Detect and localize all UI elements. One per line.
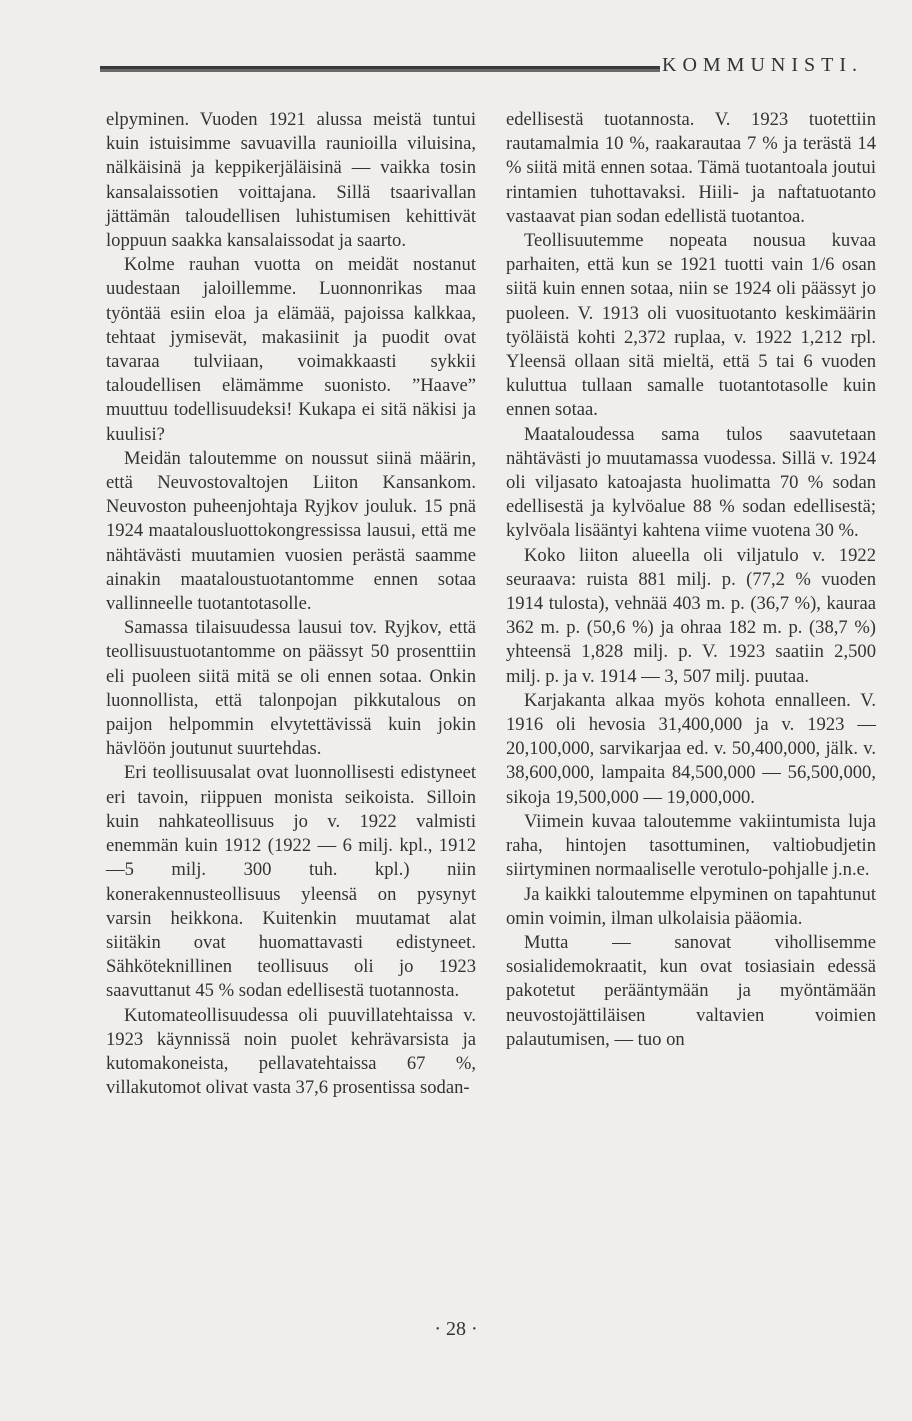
- paragraph: Teollisuutemme nopeata nousua kuvaa parhaiten, että kun se 1921 tuotti vain 1/6 osan siitä kuin ennen sotaa, niin se 1924 oli päässyt jo puoleen. V. 1913 oli vuosituotanto keskimäärin työläistä kohti 2,372 ruplaa, v. 1922 1,212 rpl. Yleensä ollaan sitä mieltä, että 5 tai 6 vuoden kuluttua tullaan samalle tuotantotasolle kuin ennen sotaa.: [506, 230, 876, 421]
- running-title: KOMMUNISTI.: [662, 54, 863, 76]
- paragraph: Mutta — sanovat vihollisemme sosialidemokraatit, kun ovat tosiasiain edessä pakotetut perääntymään ja myöntämään neuvostojättiläisen valtavien voimien palautumisen, — tuo on: [506, 931, 876, 1050]
- paragraph: Viimein kuvaa taloutemme vakiintumista luja raha, hintojen tasottuminen, valtiobudjetin siirtyminen normaaliselle verotulo-pohjalle j.n.e.: [506, 810, 876, 881]
- page-number: · 28 ·: [434, 1318, 478, 1340]
- header-rule: [100, 66, 660, 72]
- paragraph: Eri teollisuusalat ovat luonnollisesti edistyneet eri tavoin, riippuen monista seikoista. Silloin kuin nahkateollisuus jo v. 1922 valmisti enemmän kuin 1912 (1922 — 6 milj. kpl., 1912—5 milj. 300 tuh. kpl.) niin konerakennusteollisuus yleensä on pysynyt varsin heikkona. Kuitenkin muutamat alat siitäkin ovat huomattavasti edistyneet. Sähköteknillinen teollisuus oli jo 1923 saavuttanut 45 % sodan edellisestä tuotannosta.: [106, 762, 476, 1002]
- paragraph: Koko liiton alueella oli viljatulo v. 1922 seuraava: ruista 881 milj. p. (77,2 % vuoden 1914 tulosta), vehnää 403 m. p. (36,7 %), kauraa 362 m. p. (50,6 %) ja ohraa 182 m. p. (38,7 %) yhteensä 1,828 milj. p. V. 1923 saatiin 2,500 milj. p. ja v. 1914 — 3, 507 milj. puutaa.: [506, 544, 876, 687]
- paragraph: Karjakanta alkaa myös kohota ennalleen. V. 1916 oli hevosia 31,400,000 ja v. 1923 — 20,100,000, sarvikarjaa ed. v. 50,400,000, jälk. v. 38,600,000, lampaita 84,500,000 — 56,500,000, sikoja 19,500,000 — 19,000,000.: [506, 689, 876, 808]
- paragraph: Kutomateollisuudessa oli puuvillatehtaissa v. 1923 käynnissä noin puolet kehrävarsista ja kutomakoneista, pellavatehtaissa 67 %, villakutomot olivat vasta 37,6 prosentissa sodan-: [106, 1004, 476, 1099]
- paragraph: Kolme rauhan vuotta on meidät nostanut uudestaan jaloillemme. Luonnonrikas maa työntää esiin eloa ja elämää, pajoissa kalkkaa, tehtaat jymisevät, makasiinit ja puodit ovat tavaraa tulviiaan, voimakkaasti sykkii taloudellisen elämämme suonisto. ”Haave” muuttuu todellisuudeksi! Kukapa ei sitä näkisi ja kuulisi?: [106, 254, 476, 445]
- paragraph: Ja kaikki taloutemme elpyminen on tapahtunut omin voimin, ilman ulkolaisia pääomia.: [506, 883, 876, 929]
- paragraph: Meidän taloutemme on noussut siinä määrin, että Neuvostovaltojen Liiton Kansankom. Neuvoston puheenjohtaja Ryjkov jouluk. 15 pnä 1924 maatalousluottokongressissa lausui, että me nähtävästi muutamien vuosien perästä saamme ainakin maataloustuotantomme ennen sotaa vallinneelle tuotantotasolle.: [106, 447, 476, 615]
- paragraph: elpyminen. Vuoden 1921 alussa meistä tuntui kuin istuisimme savuavilla raunioilla viluisina, nälkäisinä ja keppikerjäläisinä — vaikka tosin kansalaissotien voittajana. Sillä tsaarivallan jättämän taloudellisen luhistumisen kehittivät loppuun saakka kansalaissodat ja saarto.: [106, 109, 476, 252]
- right-column: [506, 108, 876, 1052]
- paragraph: Maataloudessa sama tulos saavutetaan nähtävästi jo muutamassa vuodessa. Sillä v. 1924 oli viljasato katoajasta huolimatta 70 % sodan edellisestä ja kylvöalue 88 % sodan edellisestä; kylvöala lisääntyi kahtena viime vuotena 30 %.: [506, 423, 876, 542]
- left-column: [106, 108, 476, 1100]
- paragraph: Samassa tilaisuudessa lausui tov. Ryjkov, että teollisuustuotantomme on päässyt 50 prosenttiin eli puoleen siitä mitä se oli ennen sotaa. Onkin luonnollista, että talonpojan pikkutalous on paijon helpommin elvytettävissä kuin jokin hävlöön joutunut suurtehdas.: [106, 617, 476, 760]
- paragraph: edellisestä tuotannosta. V. 1923 tuotettiin rautamalmia 10 %, raakarautaa 7 % ja terästä 14 % siitä mitä ennen sotaa. Tämä tuotantoala joutui rintamien tuhottavaksi. Hiili- ja naftatuotanto vastaavat pian sodan edellistä tuotantoa.: [506, 109, 876, 227]
